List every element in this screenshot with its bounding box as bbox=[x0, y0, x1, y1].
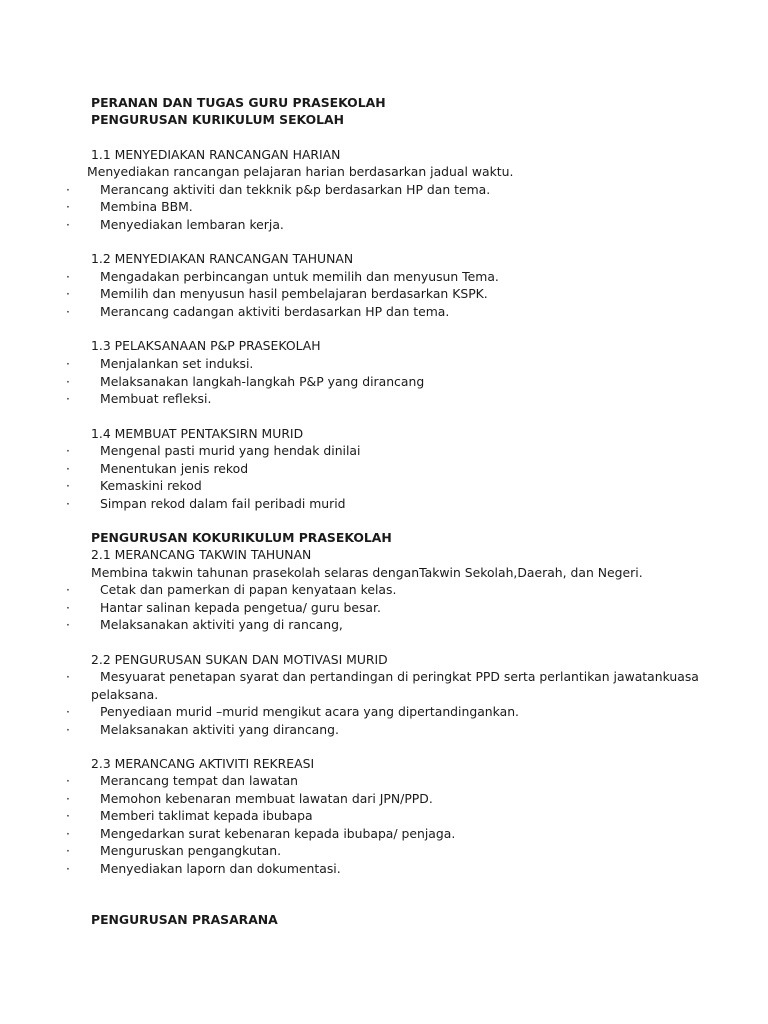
heading-2-2: 2.2 PENGURUSAN SUKAN DAN MOTIVASI MURID bbox=[91, 652, 388, 667]
bullet-icon: · bbox=[66, 791, 70, 806]
list-item: · Melaksanakan langkah-langkah P&P yang dirancang bbox=[66, 374, 425, 389]
list-item: · Penyediaan murid –murid mengikut acara yang dipertandingankan. bbox=[66, 704, 519, 719]
bullet-icon: · bbox=[66, 304, 70, 319]
list-item: · Merancang cadangan aktiviti berdasarkan HP dan tema. bbox=[66, 304, 450, 319]
heading-1-3: 1.3 PELAKSANAAN P&P PRASEKOLAH bbox=[91, 338, 321, 353]
intro-2-1: Membina takwin tahunan prasekolah selaras denganTakwin Sekolah,Daerah, dan Negeri. bbox=[91, 565, 643, 580]
bullet-icon: · bbox=[66, 861, 70, 876]
bullet-icon: · bbox=[66, 391, 70, 406]
list-item: · Mesyuarat penetapan syarat dan pertandingan di peringkat PPD serta perlantikan jawatankuasa bbox=[66, 669, 699, 684]
section-title-kurikulum: PENGURUSAN KURIKULUM SEKOLAH bbox=[91, 112, 344, 127]
list-item-continuation: pelaksana. bbox=[91, 687, 159, 702]
list-item: · Membina BBM. bbox=[66, 199, 193, 214]
list-item: · Menjalankan set induksi. bbox=[66, 356, 254, 371]
list-item: · Melaksanakan aktiviti yang di rancang, bbox=[66, 617, 343, 632]
bullet-icon: · bbox=[66, 808, 70, 823]
bullet-icon: · bbox=[66, 356, 70, 371]
heading-2-1: 2.1 MERANCANG TAKWIN TAHUNAN bbox=[91, 547, 312, 562]
list-item: · Menguruskan pengangkutan. bbox=[66, 843, 282, 858]
list-item: · Hantar salinan kepada pengetua/ guru besar. bbox=[66, 600, 381, 615]
bullet-icon: · bbox=[66, 199, 70, 214]
bullet-icon: · bbox=[66, 374, 70, 389]
bullet-icon: · bbox=[66, 217, 70, 232]
list-item: · Menyediakan lembaran kerja. bbox=[66, 217, 284, 232]
heading-2-3: 2.3 MERANCANG AKTIVITI REKREASI bbox=[91, 756, 315, 771]
list-item: · Cetak dan pamerkan di papan kenyataan kelas. bbox=[66, 582, 397, 597]
list-item: · Mengedarkan surat kebenaran kepada ibubapa/ penjaga. bbox=[66, 826, 456, 841]
list-item: · Membuat refleksi. bbox=[66, 391, 212, 406]
bullet-icon: · bbox=[66, 600, 70, 615]
list-item: · Simpan rekod dalam fail peribadi murid bbox=[66, 496, 346, 511]
section-title-kokurikulum: PENGURUSAN KOKURIKULUM PRASEKOLAH bbox=[91, 530, 392, 545]
bullet-icon: · bbox=[66, 826, 70, 841]
list-item: · Mengenal pasti murid yang hendak dinilai bbox=[66, 443, 361, 458]
bullet-icon: · bbox=[66, 182, 70, 197]
list-item: · Memilih dan menyusun hasil pembelajaran berdasarkan KSPK. bbox=[66, 286, 488, 301]
list-item: · Kemaskini rekod bbox=[66, 478, 202, 493]
list-item: · Memohon kebenaran membuat lawatan dari JPN/PPD. bbox=[66, 791, 433, 806]
bullet-icon: · bbox=[66, 461, 70, 476]
bullet-icon: · bbox=[66, 843, 70, 858]
bullet-icon: · bbox=[66, 443, 70, 458]
bullet-icon: · bbox=[66, 478, 70, 493]
doc-title: PERANAN DAN TUGAS GURU PRASEKOLAH bbox=[91, 95, 386, 110]
intro-1-1: Menyediakan rancangan pelajaran harian berdasarkan jadual waktu. bbox=[87, 164, 514, 179]
bullet-icon: · bbox=[66, 496, 70, 511]
bullet-icon: · bbox=[66, 582, 70, 597]
section-title-prasarana: PENGURUSAN PRASARANA bbox=[91, 912, 278, 927]
heading-1-4: 1.4 MEMBUAT PENTAKSIRN MURID bbox=[91, 426, 304, 441]
list-item: · Menentukan jenis rekod bbox=[66, 461, 249, 476]
bullet-icon: · bbox=[66, 286, 70, 301]
list-item: · Memberi taklimat kepada ibubapa bbox=[66, 808, 313, 823]
heading-1-1: 1.1 MENYEDIAKAN RANCANGAN HARIAN bbox=[91, 147, 341, 162]
bullet-icon: · bbox=[66, 617, 70, 632]
bullet-icon: · bbox=[66, 722, 70, 737]
bullet-icon: · bbox=[66, 704, 70, 719]
list-item: · Melaksanakan aktiviti yang dirancang. bbox=[66, 722, 339, 737]
bullet-icon: · bbox=[66, 269, 70, 284]
list-item: · Merancang aktiviti dan tekknik p&p berdasarkan HP dan tema. bbox=[66, 182, 491, 197]
list-item: · Merancang tempat dan lawatan bbox=[66, 773, 299, 788]
list-item: · Menyediakan laporn dan dokumentasi. bbox=[66, 861, 341, 876]
list-item: · Mengadakan perbincangan untuk memilih dan menyusun Tema. bbox=[66, 269, 499, 284]
bullet-icon: · bbox=[66, 669, 70, 684]
bullet-icon: · bbox=[66, 773, 70, 788]
heading-1-2: 1.2 MENYEDIAKAN RANCANGAN TAHUNAN bbox=[91, 251, 354, 266]
